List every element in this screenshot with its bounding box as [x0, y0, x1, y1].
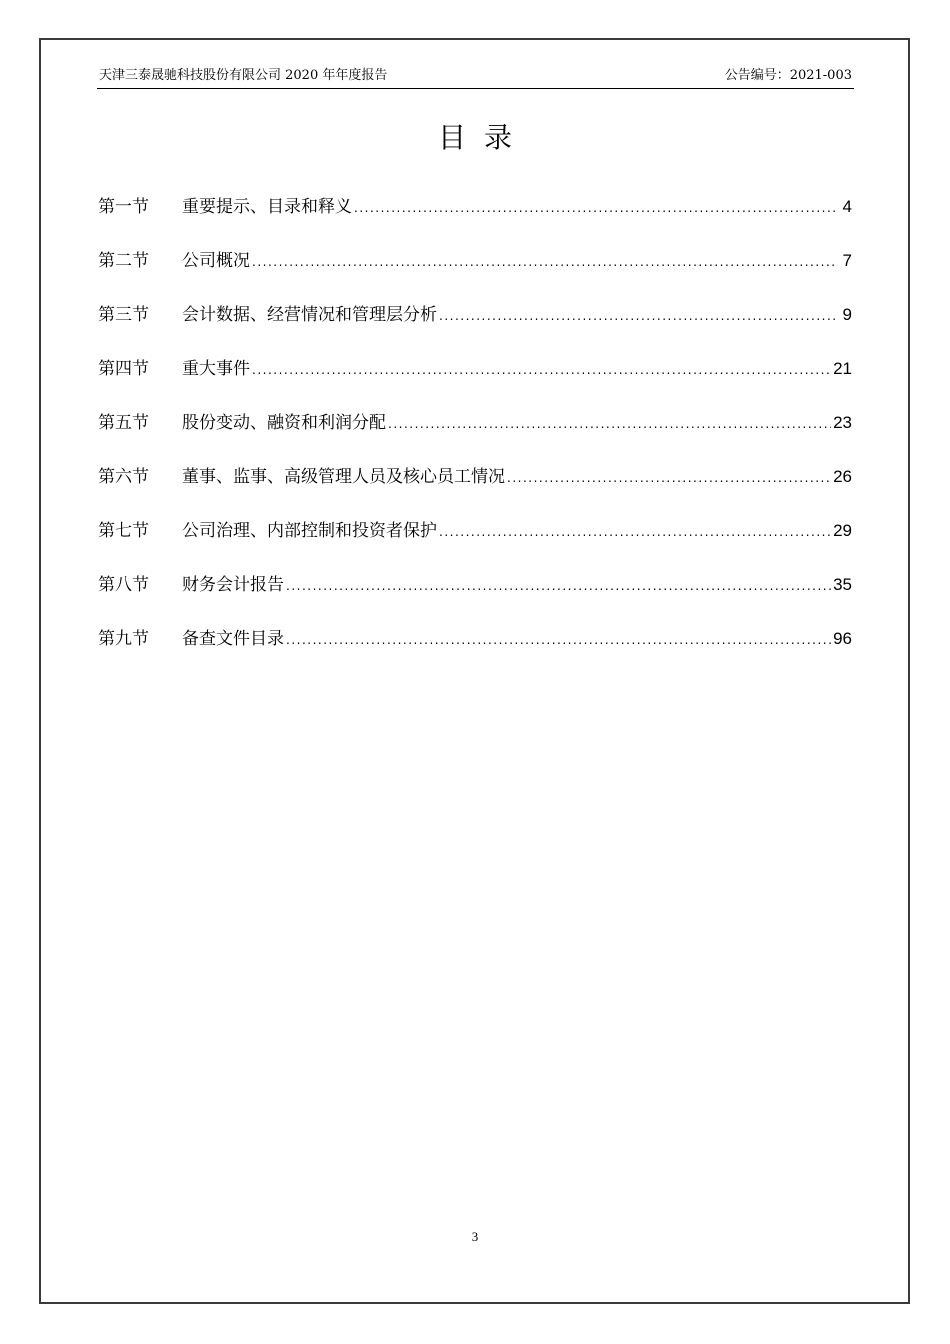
announcement-number: 公告编号：2021-003: [724, 68, 852, 83]
toc-section-number: 第三节: [98, 305, 149, 325]
page-number: 3: [471, 1229, 479, 1244]
toc-heading[interactable]: 备查文件目录: [182, 629, 284, 649]
toc-section-number: 第四节: [98, 359, 149, 379]
toc-section-number: 第一节: [98, 197, 149, 217]
toc-entry-4[interactable]: [98, 351, 852, 405]
toc-page-number[interactable]: 35: [833, 575, 852, 594]
toc-entry-3[interactable]: [98, 297, 852, 351]
toc-heading[interactable]: 重大事件: [182, 359, 250, 379]
toc-page-number[interactable]: 9: [842, 305, 852, 324]
toc-dot-leader: [252, 244, 838, 280]
toc-page-number[interactable]: 4: [842, 197, 852, 216]
toc-dot-leader: [439, 298, 838, 334]
toc-title: 目录: [437, 121, 530, 154]
toc-section-number: 第二节: [98, 251, 149, 271]
page-header: [97, 66, 854, 89]
toc-page-number[interactable]: 29: [833, 521, 852, 540]
toc-heading[interactable]: 财务会计报告: [182, 575, 284, 595]
toc-entry-9[interactable]: [98, 621, 852, 675]
toc-dot-leader: [252, 352, 831, 388]
toc-entry-1[interactable]: [98, 189, 852, 243]
toc-section-number: 第六节: [98, 467, 149, 487]
toc-dot-leader: [286, 622, 831, 658]
toc-dot-leader: [286, 568, 831, 604]
toc-entry-5[interactable]: [98, 405, 852, 459]
toc-section-number: 第五节: [98, 413, 149, 433]
toc-heading[interactable]: 重要提示、目录和释义: [182, 197, 352, 217]
toc-entry-7[interactable]: [98, 513, 852, 567]
toc-page-number[interactable]: 21: [833, 359, 852, 378]
toc-section-number: 第七节: [98, 521, 149, 541]
toc-section-number: 第八节: [98, 575, 149, 595]
toc-page-number[interactable]: 96: [833, 629, 852, 648]
report-title: 天津三泰晟驰科技股份有限公司 2020 年年度报告: [99, 68, 388, 83]
toc-section-number: 第九节: [98, 629, 149, 649]
toc-heading[interactable]: 公司治理、内部控制和投资者保护: [182, 521, 437, 541]
toc-heading[interactable]: 股份变动、融资和利润分配: [182, 413, 386, 433]
table-of-contents: [98, 189, 852, 675]
toc-page-number[interactable]: 23: [833, 413, 852, 432]
toc-heading[interactable]: 董事、监事、高级管理人员及核心员工情况: [182, 467, 505, 487]
toc-entry-8[interactable]: [98, 567, 852, 621]
toc-entry-2[interactable]: [98, 243, 852, 297]
toc-dot-leader: [354, 190, 838, 226]
toc-entry-6[interactable]: [98, 459, 852, 513]
toc-page-number[interactable]: 7: [842, 251, 852, 270]
toc-dot-leader: [388, 406, 831, 442]
toc-heading[interactable]: 会计数据、经营情况和管理层分析: [182, 305, 437, 325]
toc-heading[interactable]: 公司概况: [182, 251, 250, 271]
toc-dot-leader: [507, 460, 831, 496]
toc-dot-leader: [439, 514, 831, 550]
toc-page-number[interactable]: 26: [833, 467, 852, 486]
